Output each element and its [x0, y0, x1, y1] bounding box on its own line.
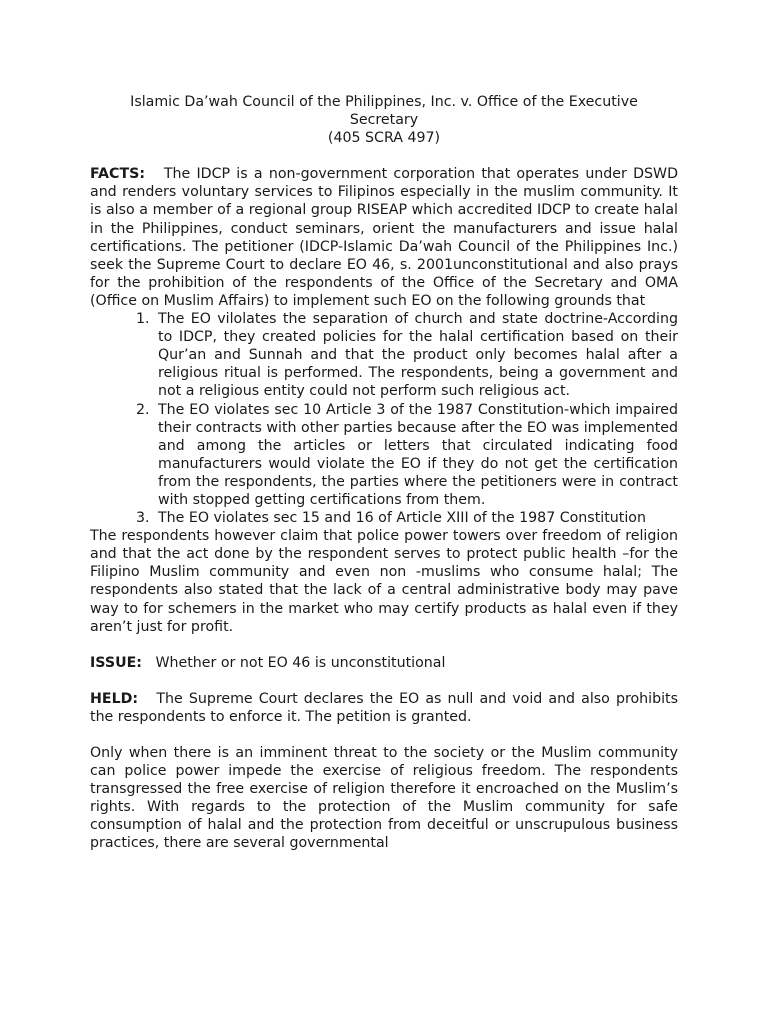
facts-label: FACTS:	[90, 166, 146, 183]
ruling-paragraph: Only when there is an imminent threat to the society or the Muslim community can police power impede the exercise of religious freedom. The respondents transgressed the free exercise of religion therefore it encroached on the Muslim’s rights. With regards to the protection of the Muslim community for safe consumption of halal and the protection from deceitful or unscrupulous business practices, there are several governmental	[90, 745, 678, 852]
case-title-line-1: Islamic Da’wah Council of the Philippines, Inc. v. Office of the Executive	[130, 94, 638, 110]
ground-text-3: The EO violates sec 15 and 16 of Article XIII of the 1987 Constitution	[158, 510, 646, 527]
ground-text-2: The EO violates sec 10 Article 3 of the 1987 Constitution-which impaired their contracts with other parties because after the EO was implemented and among the articles or letters that circulated indicating food manufacturers would violate the EO if they do not get the certification from the respondents, the parties where the petitioners were in contract with stopped getting certifications from them.	[158, 401, 678, 508]
case-title	[90, 93, 678, 147]
ground-item-1	[136, 310, 678, 400]
held-text: The Supreme Court declares the EO as null and void and also prohibits the respondents to enforce it. The petition is granted.	[90, 690, 679, 725]
issue-paragraph	[90, 654, 678, 672]
held-label: HELD:	[90, 690, 139, 707]
facts-text: The IDCP is a non-government corporation that operates under DSWD and renders voluntary services to Filipinos especially in the muslim community. It is also a member of a regional group RISEAP which accredited IDCP to create halal in the Philippines, conduct seminars, orient the manufacturers and issue halal certifications. The petitioner (IDCP-Islamic Da’wah Council of the Philippines Inc.) seek the Supreme Court to declare EO 46, s. 2001unconstitutional and also prays for the prohibition of the respondents of the Office of the Secretary and OMA (Office on Muslim Affairs) to implement such EO on the following grounds that	[90, 166, 679, 309]
held-paragraph	[90, 690, 678, 726]
ground-number-2: 2.	[136, 401, 150, 418]
issue-text: Whether or not EO 46 is unconstitutional	[155, 654, 446, 671]
ground-number-3: 3.	[136, 510, 150, 527]
document-page	[90, 93, 678, 853]
ground-text-1: The EO vilolates the separation of church and state doctrine-According to IDCP, they created policies for the halal certification based on their Qur’an and Sunnah and that the product only becomes halal after a religious ritual is performed. The respondents, being a government and not a religious entity could not perform such religious act.	[158, 311, 678, 400]
case-title-line-2: Secretary	[349, 112, 419, 129]
grounds-list	[90, 310, 678, 527]
case-citation: (405 SCRA 497)	[327, 130, 441, 147]
ground-item-2	[136, 401, 678, 510]
respondents-paragraph: The respondents however claim that police power towers over freedom of religion and that the act done by the respondent serves to protect public health –for the Filipino Muslim community and even non -muslims who consume halal; The respondents also stated that the lack of a central administrative body may pave way to for schemers in the market who may certify products as halal even if they aren’t just for profit.	[90, 528, 678, 635]
ground-number-1: 1.	[136, 311, 150, 328]
facts-paragraph	[90, 165, 678, 310]
ground-item-3	[136, 509, 678, 527]
issue-label: ISSUE:	[90, 654, 142, 671]
